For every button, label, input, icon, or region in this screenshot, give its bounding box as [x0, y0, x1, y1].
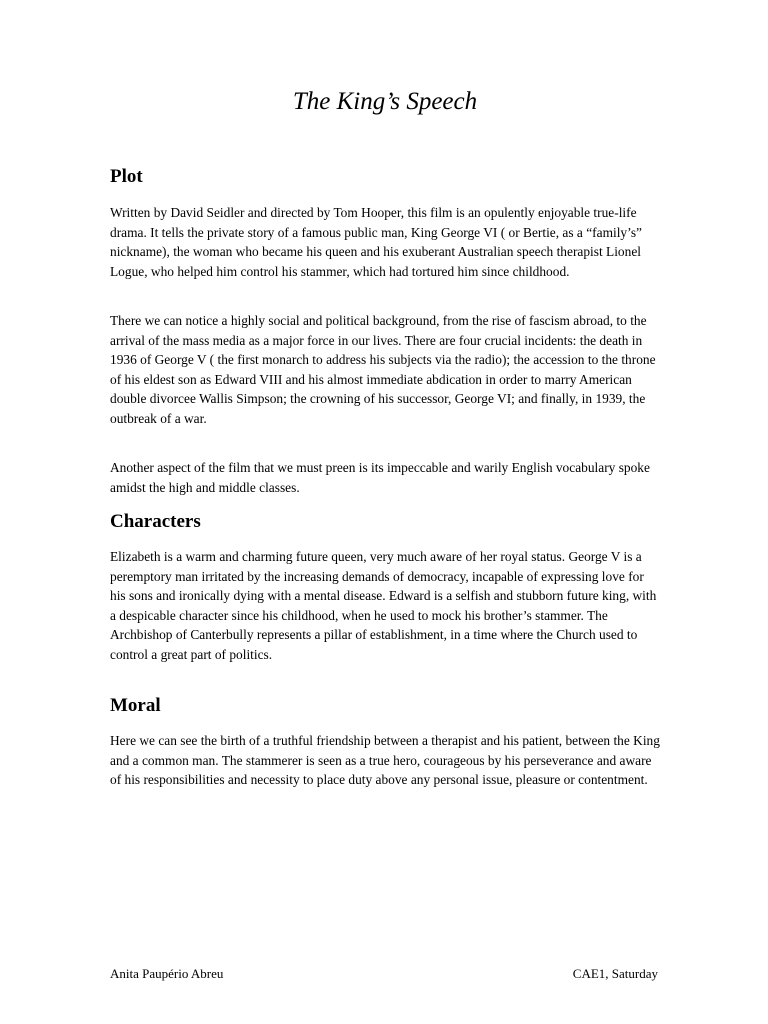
- section-heading-plot: Plot: [110, 166, 143, 187]
- document-title: The King’s Speech: [292, 88, 478, 115]
- plot-paragraph-1: Written by David Seidler and directed by Tom Hooper, this film is an opulently enjoyable true-life drama. It tells the private story of a famous public man, King George VI ( or Bertie, as a “family’s” nickname), the woman who became his queen and his exuberant Australian speech therapist Lionel Logue, who helped him control his stammer, which had tortured him since childhood.: [110, 205, 642, 279]
- document-page: [110, 0, 660, 1024]
- footer-author: Anita Paupério Abreu: [110, 966, 224, 981]
- section-heading-moral: Moral: [110, 695, 161, 716]
- plot-paragraph-3: Another aspect of the film that we must preen is its impeccable and warily English vocabulary spoke amidst the high and middle classes.: [110, 460, 650, 495]
- moral-paragraph: Here we can see the birth of a truthful friendship between a therapist and his patient, between the King and a common man. The stammerer is seen as a true hero, courageous by his perseverance and aware of his responsibilities and necessity to place duty above any personal issue, pleasure or contentment.: [110, 733, 660, 787]
- footer-class-info: CAE1, Saturday: [572, 966, 658, 981]
- section-heading-characters: Characters: [110, 511, 201, 532]
- plot-paragraph-2: There we can notice a highly social and political background, from the rise of fascism abroad, to the arrival of the mass media as a major force in our lives. There are four crucial incidents: the death in 1936 of George V ( the first monarch to address his subjects via the radio); the accession to the throne of his eldest son as Edward VIII and his almost immediate abdication in order to marry American double divorcee Wallis Simpson; the crowning of his successor, George VI; and finally, in 1939, the outbreak of a war.: [110, 313, 656, 426]
- characters-paragraph: Elizabeth is a warm and charming future queen, very much aware of her royal status. George V is a peremptory man irritated by the increasing demands of democracy, incapable of expressing love for his sons and ironically dying with a mental disease. Edward is a selfish and stubborn future king, with a despicable character since his childhood, when he used to mock his brother’s stammer. The Archbishop of Canterbully represents a pillar of establishment, in a time where the Church used to control a great part of politics.: [110, 549, 657, 662]
